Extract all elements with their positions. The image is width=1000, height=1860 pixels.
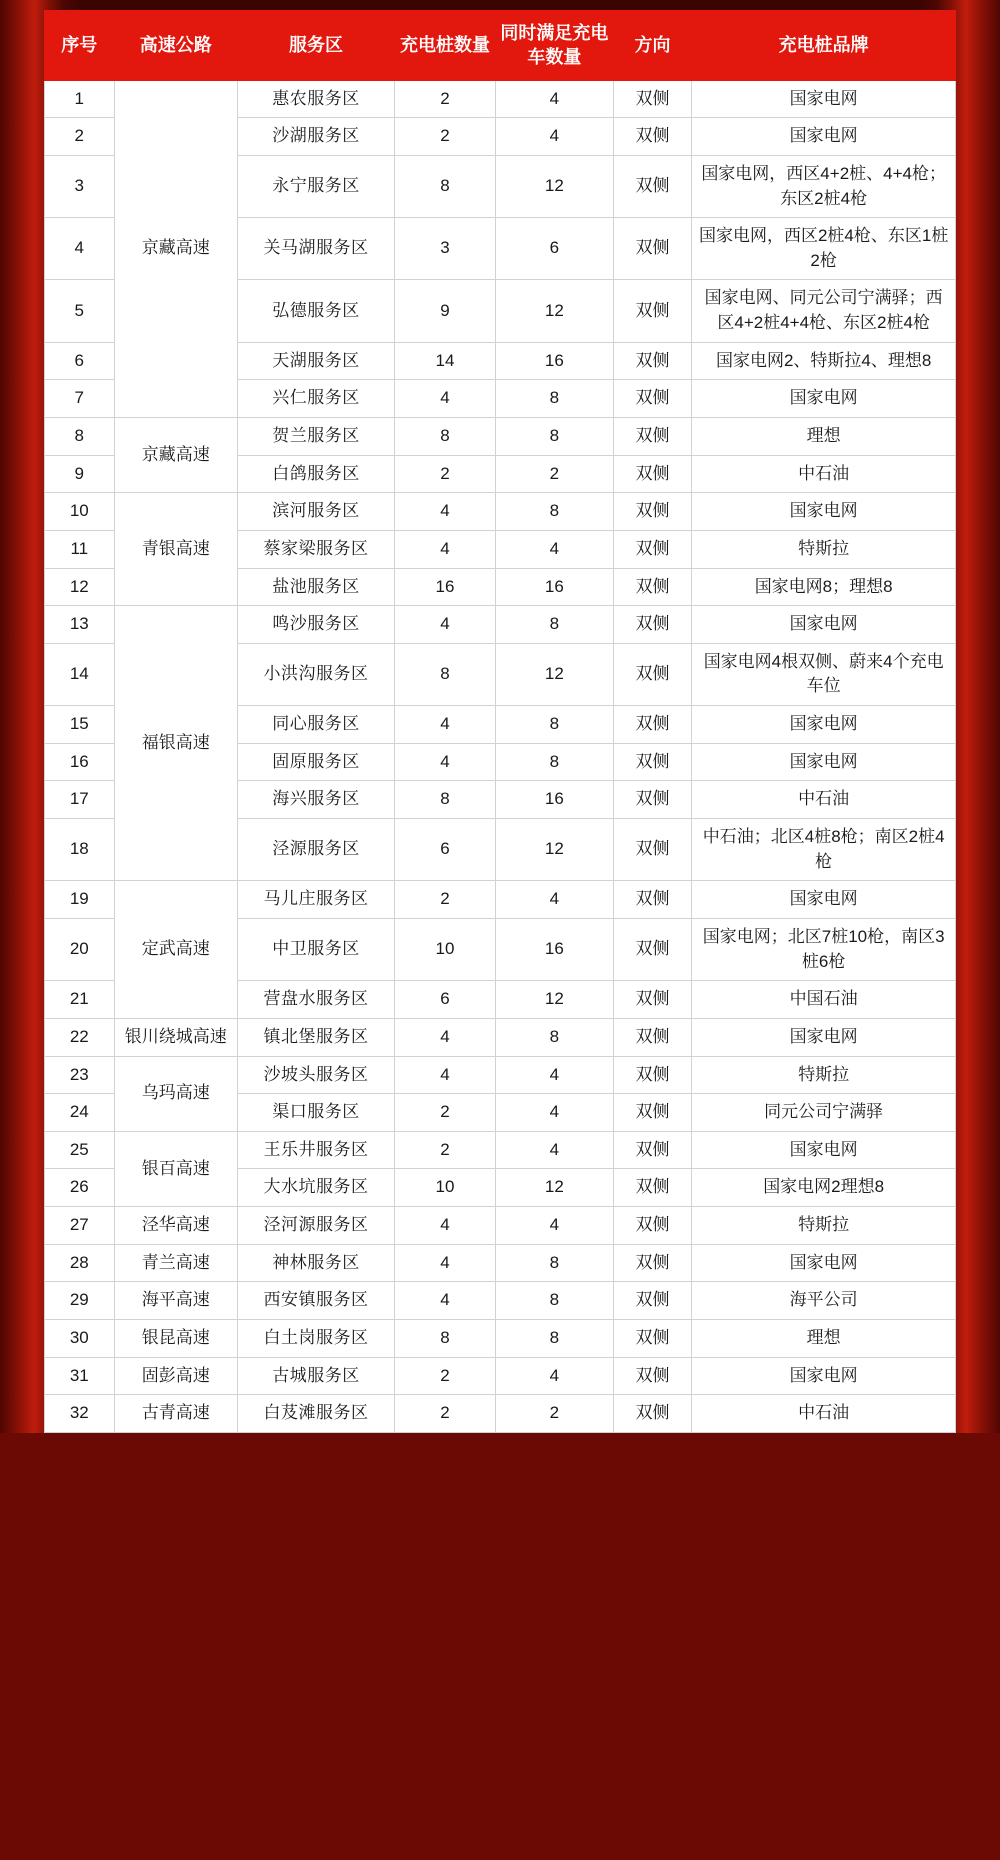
cell-service-area: 白芨滩服务区 — [237, 1395, 394, 1433]
cell-service-area: 鸣沙服务区 — [237, 606, 394, 644]
cell-brand: 国家电网2、特斯拉4、理想8 — [692, 342, 956, 380]
cell-index: 10 — [45, 493, 115, 531]
cell-service-area: 永宁服务区 — [237, 155, 394, 217]
cell-pile-count: 2 — [395, 80, 496, 118]
cell-pile-count: 14 — [395, 342, 496, 380]
table-header — [45, 11, 956, 81]
cell-direction: 双侧 — [613, 493, 692, 531]
cell-direction: 双侧 — [613, 781, 692, 819]
cell-brand: 海平公司 — [692, 1282, 956, 1320]
column-header-capacity: 同时满足充电车数量 — [495, 11, 613, 81]
cell-capacity: 8 — [495, 418, 613, 456]
cell-index: 1 — [45, 80, 115, 118]
cell-index: 20 — [45, 918, 115, 980]
cell-pile-count: 4 — [395, 1244, 496, 1282]
cell-direction: 双侧 — [613, 881, 692, 919]
cell-direction: 双侧 — [613, 1131, 692, 1169]
cell-direction: 双侧 — [613, 218, 692, 280]
table-row — [45, 1395, 956, 1433]
column-header-highway: 高速公路 — [114, 11, 237, 81]
cell-direction: 双侧 — [613, 606, 692, 644]
cell-brand: 国家电网 — [692, 606, 956, 644]
cell-direction: 双侧 — [613, 1169, 692, 1207]
cell-capacity: 12 — [495, 1169, 613, 1207]
cell-brand: 理想 — [692, 1320, 956, 1358]
cell-pile-count: 4 — [395, 606, 496, 644]
cell-index: 29 — [45, 1282, 115, 1320]
cell-highway: 乌玛高速 — [114, 1056, 237, 1131]
cell-direction: 双侧 — [613, 568, 692, 606]
cell-service-area: 白土岗服务区 — [237, 1320, 394, 1358]
cell-index: 27 — [45, 1207, 115, 1245]
cell-service-area: 沙坡头服务区 — [237, 1056, 394, 1094]
cell-direction: 双侧 — [613, 80, 692, 118]
table-row — [45, 1357, 956, 1395]
cell-highway: 泾华高速 — [114, 1207, 237, 1245]
cell-service-area: 弘德服务区 — [237, 280, 394, 342]
table-row — [45, 1131, 956, 1169]
cell-pile-count: 10 — [395, 918, 496, 980]
cell-index: 11 — [45, 530, 115, 568]
cell-direction: 双侧 — [613, 643, 692, 705]
cell-service-area: 沙湖服务区 — [237, 118, 394, 156]
cell-service-area: 渠口服务区 — [237, 1094, 394, 1132]
cell-capacity: 8 — [495, 493, 613, 531]
cell-highway: 银昆高速 — [114, 1320, 237, 1358]
charging-station-table — [44, 10, 956, 1433]
cell-direction: 双侧 — [613, 418, 692, 456]
cell-pile-count: 4 — [395, 743, 496, 781]
cell-highway: 海平高速 — [114, 1282, 237, 1320]
cell-capacity: 2 — [495, 1395, 613, 1433]
cell-pile-count: 8 — [395, 155, 496, 217]
cell-index: 21 — [45, 981, 115, 1019]
cell-pile-count: 2 — [395, 881, 496, 919]
column-header-pile-count: 充电桩数量 — [395, 11, 496, 81]
cell-direction: 双侧 — [613, 819, 692, 881]
cell-pile-count: 4 — [395, 706, 496, 744]
cell-capacity: 16 — [495, 781, 613, 819]
table-row — [45, 1018, 956, 1056]
cell-index: 7 — [45, 380, 115, 418]
cell-brand: 中石油 — [692, 781, 956, 819]
cell-capacity: 16 — [495, 568, 613, 606]
cell-brand: 国家电网；北区7桩10枪，南区3桩6枪 — [692, 918, 956, 980]
cell-index: 26 — [45, 1169, 115, 1207]
cell-pile-count: 8 — [395, 781, 496, 819]
table-row — [45, 493, 956, 531]
cell-service-area: 兴仁服务区 — [237, 380, 394, 418]
table-row — [45, 80, 956, 118]
cell-capacity: 8 — [495, 1018, 613, 1056]
cell-pile-count: 6 — [395, 981, 496, 1019]
cell-brand: 国家电网 — [692, 706, 956, 744]
cell-brand: 中石油；北区4桩8枪；南区2桩4枪 — [692, 819, 956, 881]
cell-service-area: 固原服务区 — [237, 743, 394, 781]
cell-pile-count: 2 — [395, 455, 496, 493]
cell-brand: 国家电网8；理想8 — [692, 568, 956, 606]
cell-index: 17 — [45, 781, 115, 819]
cell-capacity: 4 — [495, 118, 613, 156]
cell-brand: 同元公司宁满驿 — [692, 1094, 956, 1132]
cell-brand: 特斯拉 — [692, 1207, 956, 1245]
cell-direction: 双侧 — [613, 1244, 692, 1282]
cell-pile-count: 4 — [395, 493, 496, 531]
cell-index: 16 — [45, 743, 115, 781]
cell-index: 25 — [45, 1131, 115, 1169]
cell-brand: 国家电网 — [692, 1357, 956, 1395]
cell-brand: 国家电网 — [692, 743, 956, 781]
cell-highway: 固彭高速 — [114, 1357, 237, 1395]
cell-index: 24 — [45, 1094, 115, 1132]
cell-highway: 古青高速 — [114, 1395, 237, 1433]
cell-capacity: 4 — [495, 1207, 613, 1245]
cell-capacity: 16 — [495, 342, 613, 380]
cell-capacity: 8 — [495, 1244, 613, 1282]
cell-highway: 福银高速 — [114, 606, 237, 881]
cell-pile-count: 8 — [395, 418, 496, 456]
cell-pile-count: 8 — [395, 643, 496, 705]
cell-index: 19 — [45, 881, 115, 919]
cell-direction: 双侧 — [613, 155, 692, 217]
cell-brand: 国家电网 — [692, 1131, 956, 1169]
cell-index: 3 — [45, 155, 115, 217]
cell-pile-count: 16 — [395, 568, 496, 606]
table-row — [45, 881, 956, 919]
cell-direction: 双侧 — [613, 380, 692, 418]
cell-pile-count: 4 — [395, 380, 496, 418]
cell-brand: 国家电网，西区2桩4枪、东区1桩2枪 — [692, 218, 956, 280]
cell-pile-count: 4 — [395, 1018, 496, 1056]
cell-service-area: 滨河服务区 — [237, 493, 394, 531]
cell-pile-count: 4 — [395, 1056, 496, 1094]
cell-service-area: 小洪沟服务区 — [237, 643, 394, 705]
cell-service-area: 白鸽服务区 — [237, 455, 394, 493]
column-header-index: 序号 — [45, 11, 115, 81]
cell-direction: 双侧 — [613, 743, 692, 781]
cell-capacity: 12 — [495, 643, 613, 705]
cell-brand: 特斯拉 — [692, 530, 956, 568]
cell-capacity: 4 — [495, 881, 613, 919]
cell-capacity: 12 — [495, 981, 613, 1019]
cell-direction: 双侧 — [613, 1094, 692, 1132]
cell-brand: 国家电网、同元公司宁满驿；西区4+2桩4+4枪、东区2桩4枪 — [692, 280, 956, 342]
cell-brand: 国家电网 — [692, 1018, 956, 1056]
cell-pile-count: 8 — [395, 1320, 496, 1358]
cell-capacity: 8 — [495, 606, 613, 644]
cell-capacity: 2 — [495, 455, 613, 493]
cell-service-area: 泾源服务区 — [237, 819, 394, 881]
cell-pile-count: 9 — [395, 280, 496, 342]
table-row — [45, 606, 956, 644]
cell-highway: 银百高速 — [114, 1131, 237, 1206]
cell-brand: 国家电网 — [692, 881, 956, 919]
column-header-service-area: 服务区 — [237, 11, 394, 81]
cell-service-area: 惠农服务区 — [237, 80, 394, 118]
cell-index: 9 — [45, 455, 115, 493]
cell-capacity: 12 — [495, 280, 613, 342]
cell-direction: 双侧 — [613, 530, 692, 568]
column-header-brand: 充电桩品牌 — [692, 11, 956, 81]
cell-service-area: 西安镇服务区 — [237, 1282, 394, 1320]
cell-direction: 双侧 — [613, 342, 692, 380]
cell-direction: 双侧 — [613, 1282, 692, 1320]
cell-highway: 京藏高速 — [114, 418, 237, 493]
cell-direction: 双侧 — [613, 455, 692, 493]
cell-pile-count: 3 — [395, 218, 496, 280]
cell-service-area: 蔡家梁服务区 — [237, 530, 394, 568]
cell-highway: 银川绕城高速 — [114, 1018, 237, 1056]
cell-index: 28 — [45, 1244, 115, 1282]
cell-direction: 双侧 — [613, 918, 692, 980]
table-row — [45, 1244, 956, 1282]
cell-service-area: 天湖服务区 — [237, 342, 394, 380]
cell-highway: 定武高速 — [114, 881, 237, 1019]
cell-direction: 双侧 — [613, 118, 692, 156]
table-header-row — [45, 11, 956, 81]
cell-capacity: 4 — [495, 1357, 613, 1395]
cell-index: 13 — [45, 606, 115, 644]
cell-service-area: 关马湖服务区 — [237, 218, 394, 280]
table-row — [45, 1282, 956, 1320]
table-sheet — [44, 0, 956, 1433]
cell-index: 12 — [45, 568, 115, 606]
cell-pile-count: 10 — [395, 1169, 496, 1207]
cell-direction: 双侧 — [613, 1207, 692, 1245]
cell-direction: 双侧 — [613, 1357, 692, 1395]
cell-service-area: 镇北堡服务区 — [237, 1018, 394, 1056]
cell-index: 2 — [45, 118, 115, 156]
cell-pile-count: 4 — [395, 1207, 496, 1245]
cell-direction: 双侧 — [613, 706, 692, 744]
cell-pile-count: 6 — [395, 819, 496, 881]
cell-brand: 中石油 — [692, 455, 956, 493]
cell-capacity: 8 — [495, 743, 613, 781]
table-row — [45, 418, 956, 456]
cell-brand: 国家电网 — [692, 80, 956, 118]
cell-service-area: 大水坑服务区 — [237, 1169, 394, 1207]
cell-service-area: 神林服务区 — [237, 1244, 394, 1282]
cell-brand: 国家电网 — [692, 493, 956, 531]
cell-direction: 双侧 — [613, 1018, 692, 1056]
cell-index: 14 — [45, 643, 115, 705]
cell-capacity: 8 — [495, 380, 613, 418]
cell-index: 30 — [45, 1320, 115, 1358]
cell-index: 31 — [45, 1357, 115, 1395]
column-header-direction: 方向 — [613, 11, 692, 81]
cell-service-area: 古城服务区 — [237, 1357, 394, 1395]
cell-brand: 国家电网4根双侧、蔚来4个充电车位 — [692, 643, 956, 705]
cell-index: 6 — [45, 342, 115, 380]
cell-service-area: 营盘水服务区 — [237, 981, 394, 1019]
cell-service-area: 中卫服务区 — [237, 918, 394, 980]
cell-service-area: 海兴服务区 — [237, 781, 394, 819]
cell-brand: 国家电网2理想8 — [692, 1169, 956, 1207]
cell-direction: 双侧 — [613, 1320, 692, 1358]
table-row — [45, 1207, 956, 1245]
cell-brand: 国家电网 — [692, 118, 956, 156]
cell-service-area: 盐池服务区 — [237, 568, 394, 606]
cell-service-area: 马儿庄服务区 — [237, 881, 394, 919]
cell-service-area: 同心服务区 — [237, 706, 394, 744]
cell-service-area: 王乐井服务区 — [237, 1131, 394, 1169]
cell-capacity: 4 — [495, 80, 613, 118]
cell-brand: 中石油 — [692, 1395, 956, 1433]
cell-index: 23 — [45, 1056, 115, 1094]
cell-brand: 国家电网 — [692, 1244, 956, 1282]
cell-capacity: 8 — [495, 1282, 613, 1320]
cell-index: 18 — [45, 819, 115, 881]
cell-highway: 青银高速 — [114, 493, 237, 606]
cell-service-area: 贺兰服务区 — [237, 418, 394, 456]
cell-pile-count: 2 — [395, 1357, 496, 1395]
cell-capacity: 4 — [495, 1094, 613, 1132]
cell-capacity: 8 — [495, 1320, 613, 1358]
cell-direction: 双侧 — [613, 1056, 692, 1094]
cell-index: 8 — [45, 418, 115, 456]
table-row — [45, 1320, 956, 1358]
cell-capacity: 6 — [495, 218, 613, 280]
cell-index: 22 — [45, 1018, 115, 1056]
cell-capacity: 12 — [495, 155, 613, 217]
table-row — [45, 1056, 956, 1094]
cell-pile-count: 2 — [395, 118, 496, 156]
cell-pile-count: 4 — [395, 530, 496, 568]
cell-brand: 中国石油 — [692, 981, 956, 1019]
cell-direction: 双侧 — [613, 981, 692, 1019]
cell-brand: 理想 — [692, 418, 956, 456]
cell-direction: 双侧 — [613, 280, 692, 342]
cell-capacity: 16 — [495, 918, 613, 980]
cell-capacity: 4 — [495, 1131, 613, 1169]
cell-capacity: 12 — [495, 819, 613, 881]
cell-index: 5 — [45, 280, 115, 342]
cell-index: 15 — [45, 706, 115, 744]
cell-capacity: 8 — [495, 706, 613, 744]
cell-index: 32 — [45, 1395, 115, 1433]
cell-highway: 京藏高速 — [114, 80, 237, 417]
cell-brand: 国家电网 — [692, 380, 956, 418]
cell-pile-count: 4 — [395, 1282, 496, 1320]
cell-index: 4 — [45, 218, 115, 280]
cell-capacity: 4 — [495, 530, 613, 568]
cell-service-area: 泾河源服务区 — [237, 1207, 394, 1245]
table-body — [45, 80, 956, 1432]
cell-brand: 特斯拉 — [692, 1056, 956, 1094]
cell-brand: 国家电网，西区4+2桩、4+4枪；东区2桩4枪 — [692, 155, 956, 217]
cell-capacity: 4 — [495, 1056, 613, 1094]
cell-pile-count: 2 — [395, 1131, 496, 1169]
cell-pile-count: 2 — [395, 1094, 496, 1132]
cell-pile-count: 2 — [395, 1395, 496, 1433]
cell-direction: 双侧 — [613, 1395, 692, 1433]
cell-highway: 青兰高速 — [114, 1244, 237, 1282]
